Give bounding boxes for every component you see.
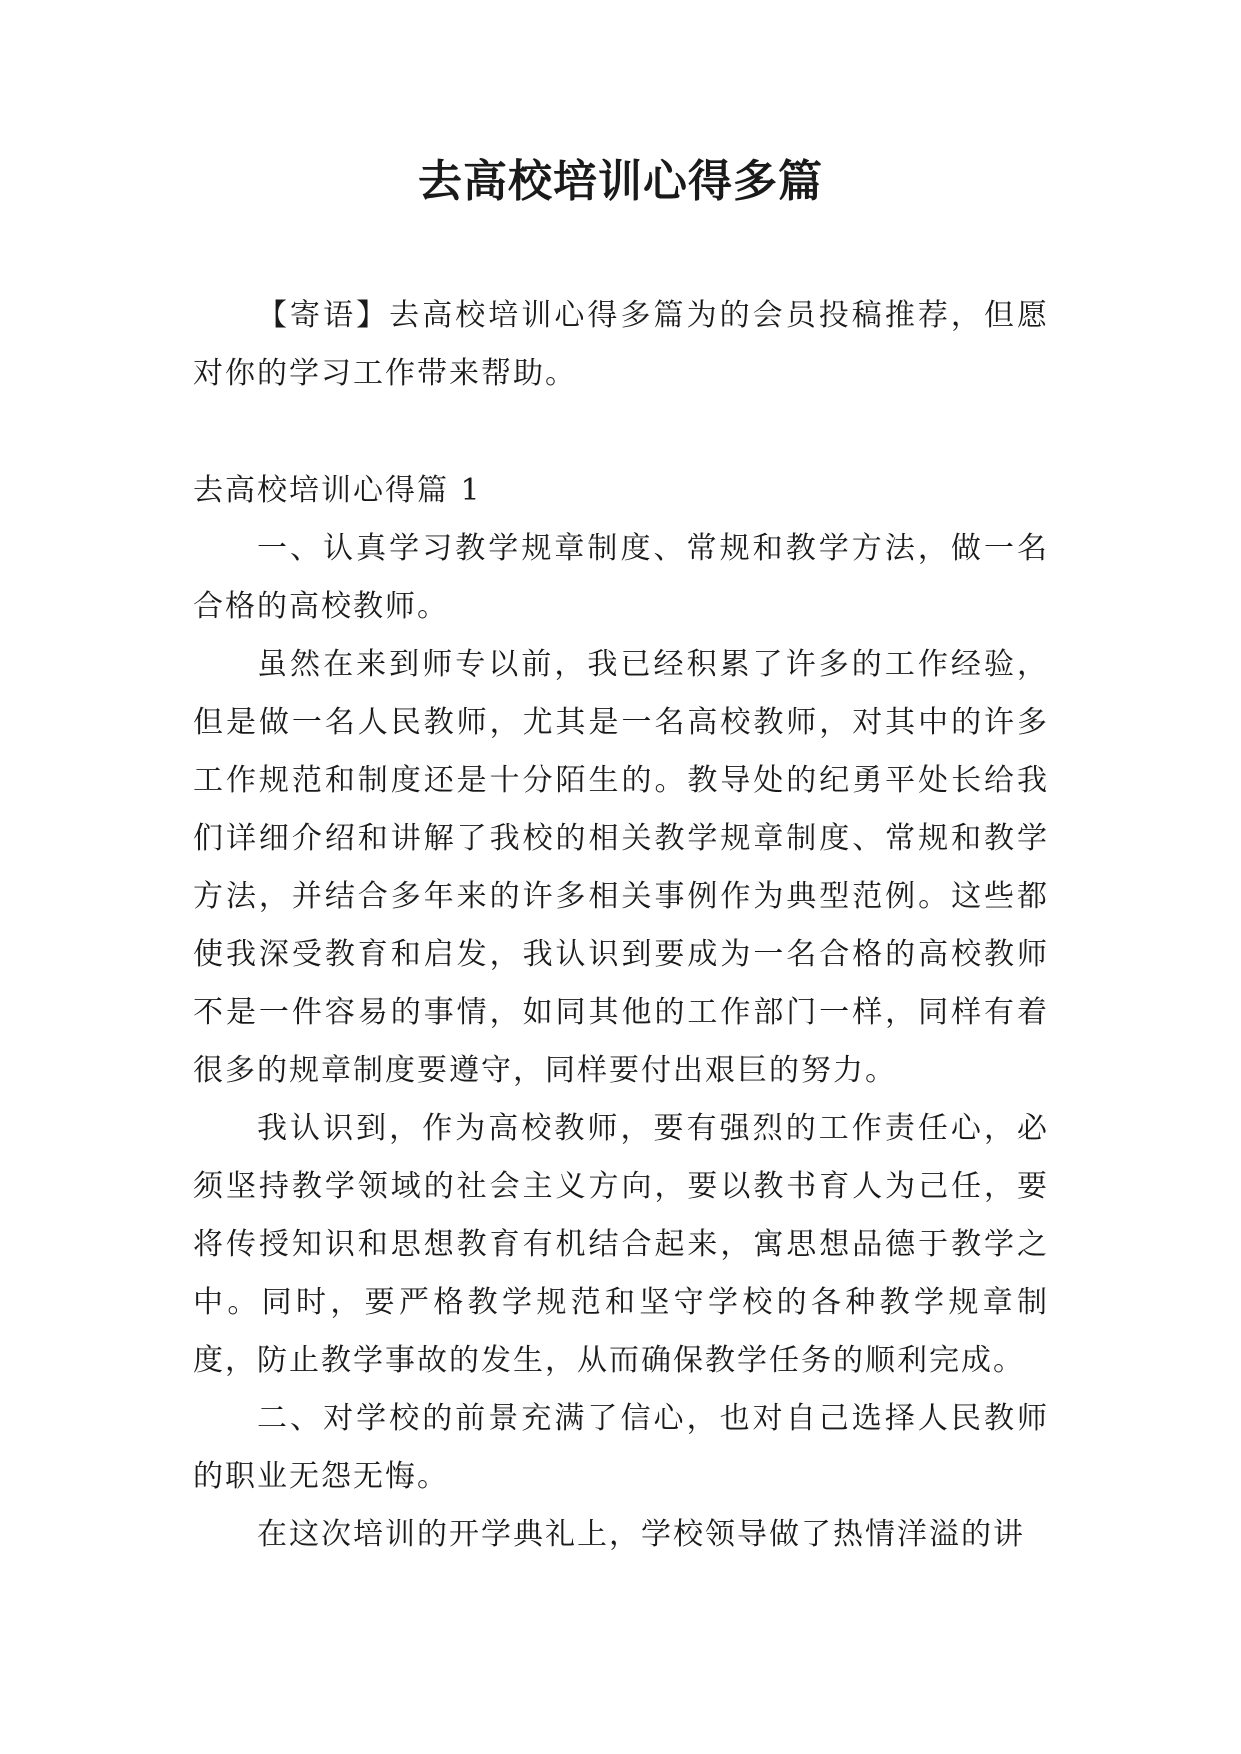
content-block: [193, 462, 1049, 1564]
paragraph: 二、对学校的前景充满了信心，也对自己选择人民教师的职业无怨无悔。: [193, 1401, 1049, 1494]
document-title: 去高校培训心得多篇: [418, 156, 823, 207]
paragraph: 虽然在来到师专以前，我已经积累了许多的工作经验，但是做一名人民教师，尤其是一名高校教师，对其中的许多工作规范和制度还是十分陌生的。教导处的纪勇平处长给我们详细介绍和讲解了我校的相关教学规章制度、常规和教学方法，并结合多年来的许多相关事例作为典型范例。这些都使我深受教育和启发，我认识到要成为一名合格的高校教师不是一件容易的事情，如同其他的工作部门一样，同样有着很多的规章制度要遵守，同样要付出艰巨的努力。: [193, 647, 1049, 1088]
paragraph: 在这次培训的开学典礼上，学校领导做了热情洋溢的讲: [257, 1517, 1025, 1552]
paragraph: 一、认真学习教学规章制度、常规和教学方法，做一名合格的高校教师。: [193, 531, 1049, 624]
preface-block: [193, 287, 1049, 403]
preface-paragraph: 【寄语】去高校培训心得多篇为的会员投稿推荐，但愿对你的学习工作带来帮助。: [193, 298, 1049, 391]
paragraph: 我认识到，作为高校教师，要有强烈的工作责任心，必须坚持教学领域的社会主义方向，要以教书育人为己任，要将传授知识和思想教育有机结合起来，寓思想品德于教学之中。同时，要严格教学规范和坚守学校的各种教学规章制度，防止教学事故的发生，从而确保教学任务的顺利完成。: [193, 1111, 1049, 1378]
section-heading: 去高校培训心得篇 1: [193, 473, 482, 508]
